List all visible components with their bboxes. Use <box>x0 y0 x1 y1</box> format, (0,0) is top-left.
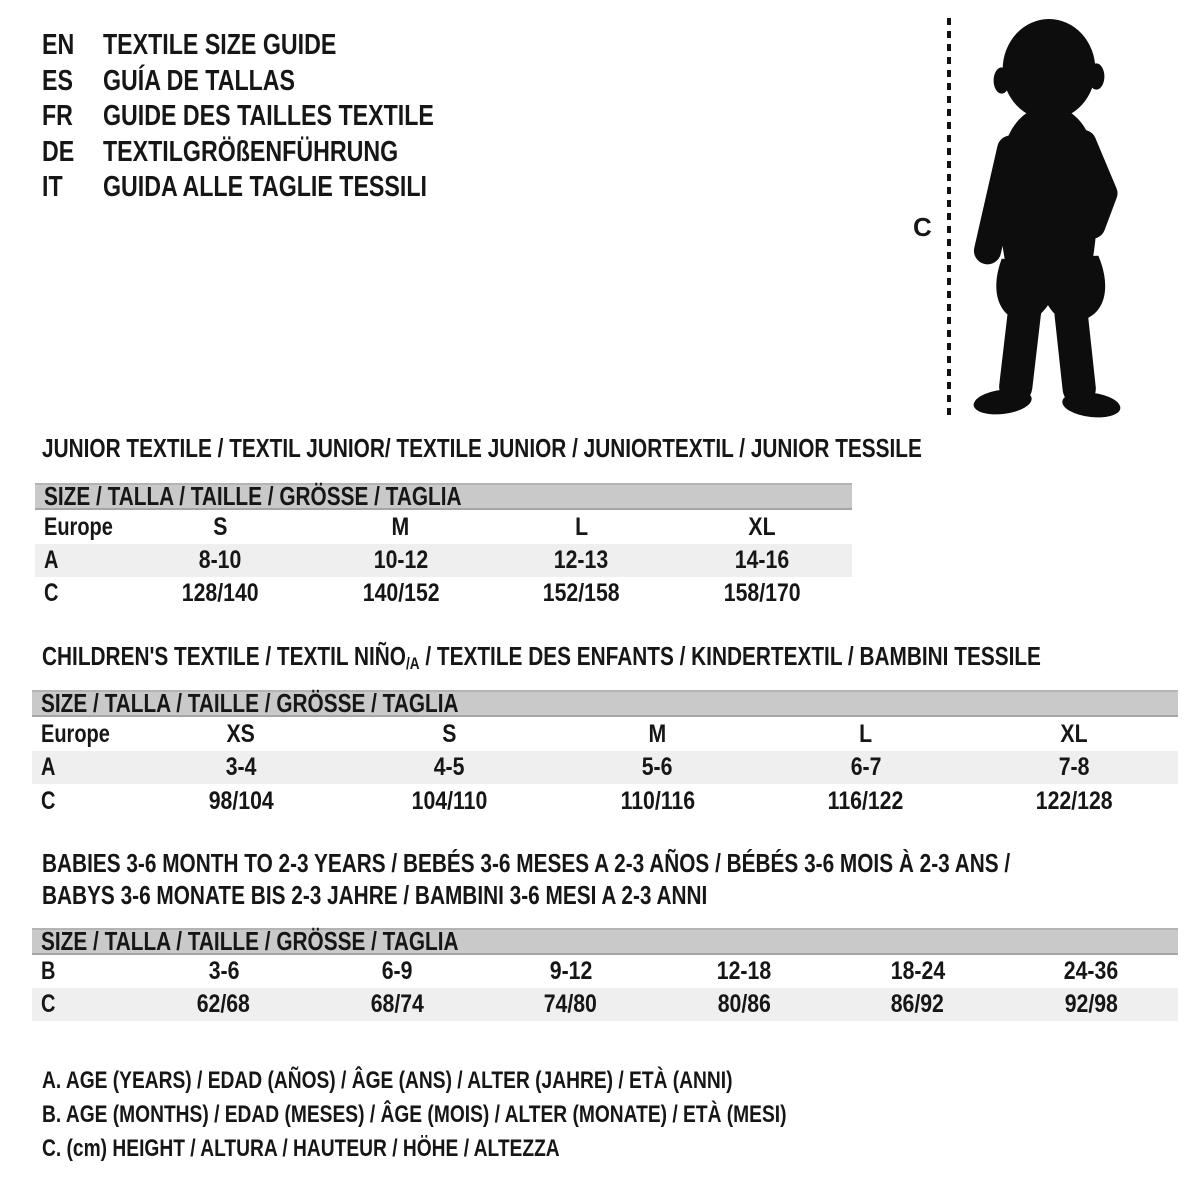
height-label: C <box>913 212 932 242</box>
region-label: Europe <box>41 719 110 748</box>
baby-silhouette-icon <box>962 12 1138 420</box>
size-cell: XL <box>748 512 776 541</box>
junior-age-row <box>35 544 852 577</box>
language-code: IT <box>42 171 63 204</box>
children-size-table <box>32 690 1178 818</box>
language-code: DE <box>42 135 75 168</box>
age-cell: 8-10 <box>198 546 242 574</box>
height-measure-line <box>947 18 951 416</box>
babies-size-table <box>32 928 1178 1021</box>
age-cell: 7-8 <box>1058 753 1090 781</box>
height-cell: 116/122 <box>827 786 904 815</box>
age-cell: 6-9 <box>381 957 413 985</box>
row-label-a: A <box>44 546 59 574</box>
page-title: GUIDA ALLE TAGLIE TESSILI <box>103 171 427 204</box>
language-row-fr <box>42 99 517 135</box>
height-cell: 110/116 <box>620 786 695 815</box>
size-header-label: SIZE / TALLA / TAILLE / GRÖSSE / TAGLIA <box>44 481 462 511</box>
size-cell: L <box>574 512 588 541</box>
height-cell: 140/152 <box>362 579 440 607</box>
page-title: TEXTILGRÖßENFÜHRUNG <box>103 135 399 168</box>
age-cell: 12-18 <box>717 957 772 985</box>
height-cell: 86/92 <box>891 990 945 1018</box>
row-label-c: C <box>44 579 59 607</box>
size-cell: XS <box>226 719 256 748</box>
page-title: TEXTILE SIZE GUIDE <box>103 29 337 62</box>
height-cell: 152/158 <box>542 579 620 607</box>
children-region-row <box>32 717 1178 751</box>
height-cell: 80/86 <box>717 990 771 1018</box>
height-cell: 128/140 <box>181 579 259 607</box>
size-cell: S <box>213 512 228 541</box>
page-title: GUIDE DES TAILLES TEXTILE <box>103 100 434 133</box>
age-cell: 3-6 <box>208 957 240 985</box>
language-code: ES <box>42 64 73 97</box>
row-label-c: C <box>41 990 56 1018</box>
age-cell: 24-36 <box>1064 957 1119 985</box>
junior-size-table <box>35 483 852 610</box>
height-cell: 92/98 <box>1064 990 1118 1018</box>
language-row-it <box>42 170 517 206</box>
age-cell: 6-7 <box>850 753 882 781</box>
size-cell: S <box>442 719 457 748</box>
age-cell: 3-4 <box>225 753 257 781</box>
legend-height: C. (cm) HEIGHT / ALTURA / HAUTEUR / HÖHE / ALTEZZA <box>42 1135 560 1162</box>
legend <box>42 1064 973 1166</box>
babies-section-title-line1: BABIES 3-6 MONTH TO 2-3 YEARS / BEBÉS 3-6 MESES A 2-3 AÑOS / BÉBÉS 3-6 MOIS À 2-3 ANS / <box>42 848 1011 878</box>
age-cell: 4-5 <box>433 753 465 781</box>
size-header-bar <box>32 928 1178 955</box>
language-code: FR <box>42 100 73 133</box>
babies-height-row <box>32 988 1178 1021</box>
size-header-label: SIZE / TALLA / TAILLE / GRÖSSE / TAGLIA <box>41 926 459 956</box>
children-height-row <box>32 784 1178 818</box>
legend-age-years: A. AGE (YEARS) / EDAD (AÑOS) / ÂGE (ANS) / ALTER (JAHRE) / ETÀ (ANNI) <box>42 1067 733 1094</box>
size-header-bar <box>35 483 852 510</box>
junior-section-title: JUNIOR TEXTILE / TEXTIL JUNIOR/ TEXTILE JUNIOR / JUNIORTEXTIL / JUNIOR TESSILE <box>42 433 922 463</box>
size-header-bar <box>32 690 1178 717</box>
height-cell: 158/170 <box>723 579 801 607</box>
age-cell: 12-13 <box>554 546 609 574</box>
title-subscript: /A <box>405 654 420 673</box>
age-cell: 9-12 <box>549 957 593 985</box>
row-label-a: A <box>41 753 56 781</box>
language-row-de <box>42 135 517 171</box>
height-cell: 74/80 <box>544 990 598 1018</box>
size-header-label: SIZE / TALLA / TAILLE / GRÖSSE / TAGLIA <box>41 688 459 718</box>
junior-height-row <box>35 577 852 610</box>
children-age-row <box>32 751 1178 784</box>
height-cell: 104/110 <box>411 786 488 815</box>
age-cell: 5-6 <box>642 753 673 781</box>
page-title: GUÍA DE TALLAS <box>103 64 296 97</box>
babies-age-row <box>32 955 1178 988</box>
children-section-title: CHILDREN'S TEXTILE / TEXTIL NIÑO/A / TEXTILE DES ENFANTS / KINDERTEXTIL / BAMBINI TESSILE <box>42 641 1041 673</box>
junior-region-row <box>35 510 852 544</box>
size-cell: M <box>648 719 667 748</box>
row-label-b: B <box>41 957 56 985</box>
legend-age-months: B. AGE (MONTHS) / EDAD (MESES) / ÂGE (MOIS) / ALTER (MONATE) / ETÀ (MESI) <box>42 1101 787 1128</box>
size-cell: M <box>391 512 410 541</box>
language-title-list <box>42 28 517 206</box>
size-cell: XL <box>1060 719 1088 748</box>
size-cell: L <box>859 719 873 748</box>
height-cell: 62/68 <box>197 990 251 1018</box>
age-cell: 14-16 <box>734 546 789 574</box>
language-code: EN <box>42 29 75 62</box>
row-label-c: C <box>41 786 56 815</box>
language-row-es <box>42 64 517 100</box>
height-cell: 98/104 <box>208 786 274 815</box>
height-cell: 122/128 <box>1035 786 1113 815</box>
babies-section-title-line2: BABYS 3-6 MONATE BIS 2-3 JAHRE / BAMBINI 3-6 MESI A 2-3 ANNI <box>42 880 708 910</box>
age-cell: 18-24 <box>890 957 945 985</box>
age-cell: 10-12 <box>373 546 428 574</box>
height-cell: 68/74 <box>370 990 424 1018</box>
region-label: Europe <box>44 512 113 541</box>
language-row-en <box>42 28 517 64</box>
